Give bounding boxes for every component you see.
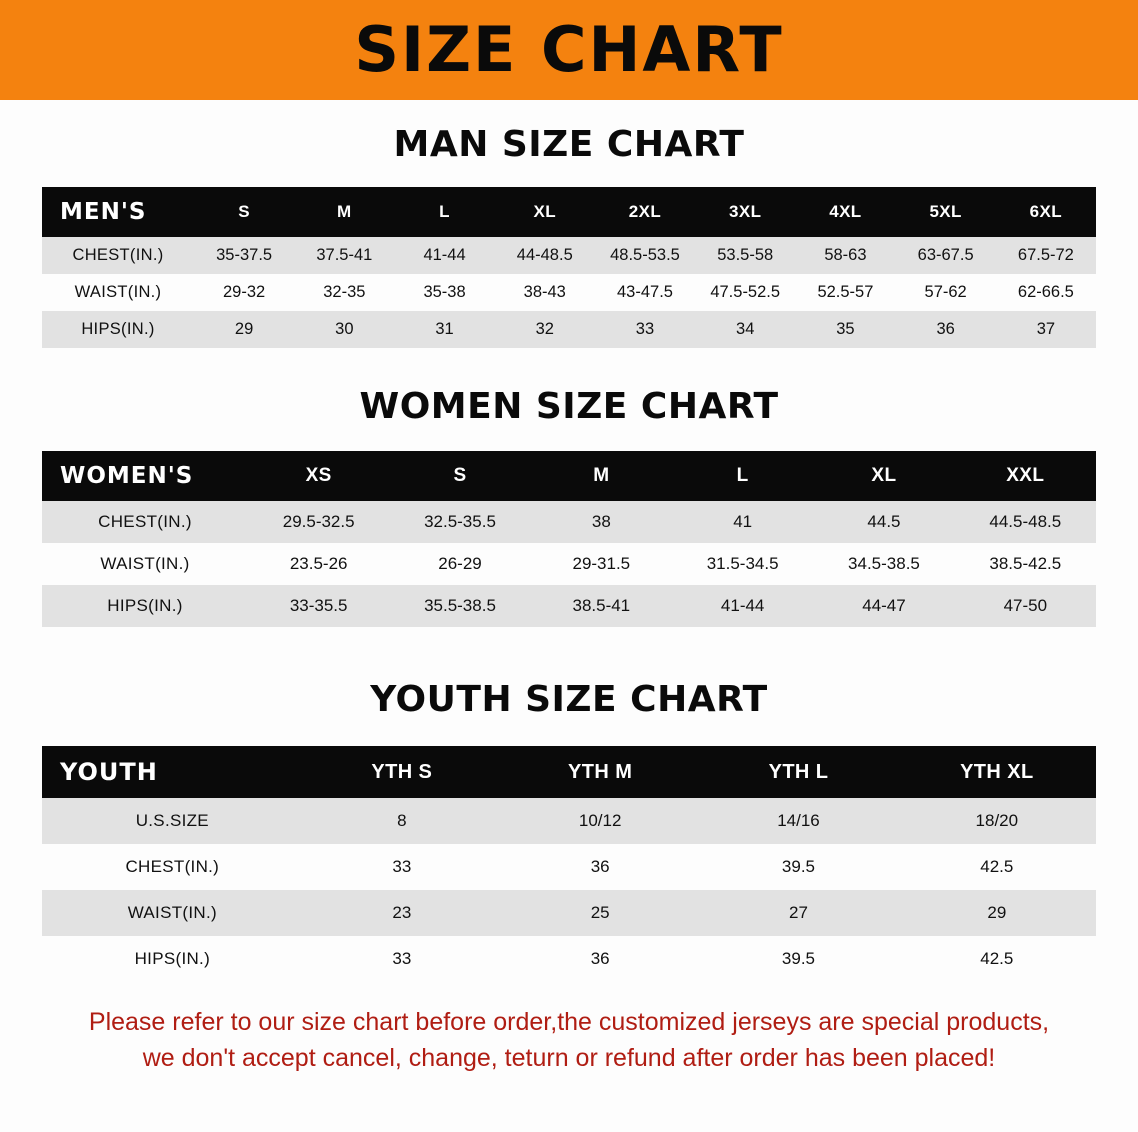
youth-header-cell: YTH XL	[960, 760, 1034, 783]
policy-note	[36, 1004, 1102, 1077]
table-row	[42, 890, 1096, 936]
table-cell: 25	[501, 890, 699, 936]
table-cell: 38-43	[495, 274, 595, 311]
table-cell: 47.5-52.5	[695, 274, 795, 311]
table-row	[42, 237, 1096, 274]
table-cell: 29.5-32.5	[248, 501, 389, 543]
women-header-cell: L	[736, 465, 749, 486]
table-cell: 44.5	[813, 501, 954, 543]
man-table-head	[42, 187, 1096, 237]
table-cell: 18/20	[898, 798, 1096, 844]
table-cell: 62-66.5	[996, 274, 1096, 311]
table-cell: 29-31.5	[531, 543, 672, 585]
table-row	[42, 501, 1096, 543]
youth-header-cell: YTH S	[371, 760, 433, 783]
table-cell: 31	[394, 311, 494, 348]
row-label: HIPS(IN.)	[42, 936, 303, 982]
table-cell: 41-44	[394, 237, 494, 274]
row-label: HIPS(IN.)	[42, 585, 248, 627]
table-header-row	[42, 746, 1096, 798]
table-cell: 35	[795, 311, 895, 348]
women-header-cell: XS	[305, 465, 332, 486]
table-cell: 57-62	[896, 274, 996, 311]
table-cell: 35.5-38.5	[389, 585, 530, 627]
table-cell: 35-38	[394, 274, 494, 311]
table-cell: 29-32	[194, 274, 294, 311]
man-header-cell: XL	[533, 202, 557, 221]
table-cell: 52.5-57	[795, 274, 895, 311]
table-cell: 31.5-34.5	[672, 543, 813, 585]
man-header-cell: 5XL	[929, 202, 962, 221]
table-cell: 42.5	[898, 844, 1096, 890]
table-cell: 44-48.5	[495, 237, 595, 274]
table-row	[42, 274, 1096, 311]
man-header-cell: 3XL	[729, 202, 762, 221]
table-row	[42, 585, 1096, 627]
man-table-body	[42, 237, 1096, 348]
table-cell: 63-67.5	[896, 237, 996, 274]
table-cell: 23	[303, 890, 501, 936]
table-cell: 33	[595, 311, 695, 348]
table-row	[42, 311, 1096, 348]
policy-note-line-2: we don't accept cancel, change, teturn or refund after order has been placed!	[142, 1044, 996, 1073]
table-cell: 41-44	[672, 585, 813, 627]
table-cell: 26-29	[389, 543, 530, 585]
women-header-cell: S	[453, 465, 467, 486]
row-label: WAIST(IN.)	[42, 890, 303, 936]
table-cell: 67.5-72	[996, 237, 1096, 274]
table-cell: 44-47	[813, 585, 954, 627]
row-label: CHEST(IN.)	[42, 844, 303, 890]
table-row	[42, 543, 1096, 585]
table-cell: 53.5-58	[695, 237, 795, 274]
page-title: SIZE CHART	[354, 13, 784, 86]
row-label: CHEST(IN.)	[42, 237, 194, 274]
women-header-cell: XL	[871, 465, 897, 486]
table-cell: 38.5-42.5	[955, 543, 1096, 585]
table-cell: 36	[896, 311, 996, 348]
table-cell: 23.5-26	[248, 543, 389, 585]
youth-size-table	[42, 746, 1096, 982]
man-header-cell: 4XL	[829, 202, 862, 221]
table-cell: 33-35.5	[248, 585, 389, 627]
women-table-body	[42, 501, 1096, 627]
table-row	[42, 798, 1096, 844]
table-cell: 30	[294, 311, 394, 348]
table-cell: 42.5	[898, 936, 1096, 982]
table-cell: 47-50	[955, 585, 1096, 627]
table-cell: 36	[501, 936, 699, 982]
table-cell: 14/16	[699, 798, 897, 844]
table-cell: 44.5-48.5	[955, 501, 1096, 543]
table-cell: 33	[303, 844, 501, 890]
table-cell: 10/12	[501, 798, 699, 844]
man-header-cell: L	[439, 202, 450, 221]
youth-section-title: YOUTH SIZE CHART	[370, 679, 768, 720]
women-section-title: WOMEN SIZE CHART	[359, 386, 779, 427]
man-header-cell: 6XL	[1029, 202, 1063, 221]
table-cell: 39.5	[699, 936, 897, 982]
page-banner	[0, 0, 1138, 100]
women-size-table	[42, 451, 1096, 627]
table-cell: 37	[996, 311, 1096, 348]
man-header-cell: 2XL	[628, 202, 662, 221]
row-label: WAIST(IN.)	[42, 274, 194, 311]
table-cell: 34.5-38.5	[813, 543, 954, 585]
table-row	[42, 844, 1096, 890]
table-cell: 27	[699, 890, 897, 936]
row-label: WAIST(IN.)	[42, 543, 248, 585]
youth-header-cell: YTH L	[768, 760, 829, 783]
table-cell: 37.5-41	[294, 237, 394, 274]
women-table-wrapper	[42, 451, 1096, 627]
table-cell: 58-63	[795, 237, 895, 274]
women-header-label: WOMEN'S	[60, 463, 194, 489]
table-cell: 8	[303, 798, 501, 844]
man-header-cell: M	[337, 202, 352, 221]
youth-header-label: YOUTH	[60, 758, 158, 786]
youth-table-wrapper	[42, 746, 1096, 982]
man-section-title: MAN SIZE CHART	[393, 124, 745, 165]
man-header-cell: S	[238, 202, 250, 221]
man-size-table	[42, 187, 1096, 348]
policy-note-line-1: Please refer to our size chart before order,the customized jerseys are special products,	[88, 1008, 1050, 1036]
row-label: U.S.SIZE	[42, 798, 303, 844]
table-cell: 32.5-35.5	[389, 501, 530, 543]
women-table-head	[42, 451, 1096, 501]
man-table-wrapper	[42, 187, 1096, 348]
women-header-cell: M	[593, 465, 610, 486]
table-header-row	[42, 187, 1096, 237]
table-cell: 29	[898, 890, 1096, 936]
table-cell: 29	[194, 311, 294, 348]
table-cell: 39.5	[699, 844, 897, 890]
table-cell: 34	[695, 311, 795, 348]
table-cell: 38.5-41	[531, 585, 672, 627]
table-cell: 48.5-53.5	[595, 237, 695, 274]
women-header-cell: XXL	[1006, 465, 1045, 486]
row-label: CHEST(IN.)	[42, 501, 248, 543]
table-cell: 41	[672, 501, 813, 543]
table-cell: 32-35	[294, 274, 394, 311]
table-header-row	[42, 451, 1096, 501]
youth-header-cell: YTH M	[568, 760, 633, 783]
table-cell: 36	[501, 844, 699, 890]
table-cell: 32	[495, 311, 595, 348]
table-cell: 35-37.5	[194, 237, 294, 274]
table-cell: 43-47.5	[595, 274, 695, 311]
youth-table-head	[42, 746, 1096, 798]
youth-table-body	[42, 798, 1096, 982]
man-header-label: MEN'S	[60, 199, 147, 225]
table-cell: 33	[303, 936, 501, 982]
table-row	[42, 936, 1096, 982]
table-cell: 38	[531, 501, 672, 543]
row-label: HIPS(IN.)	[42, 311, 194, 348]
